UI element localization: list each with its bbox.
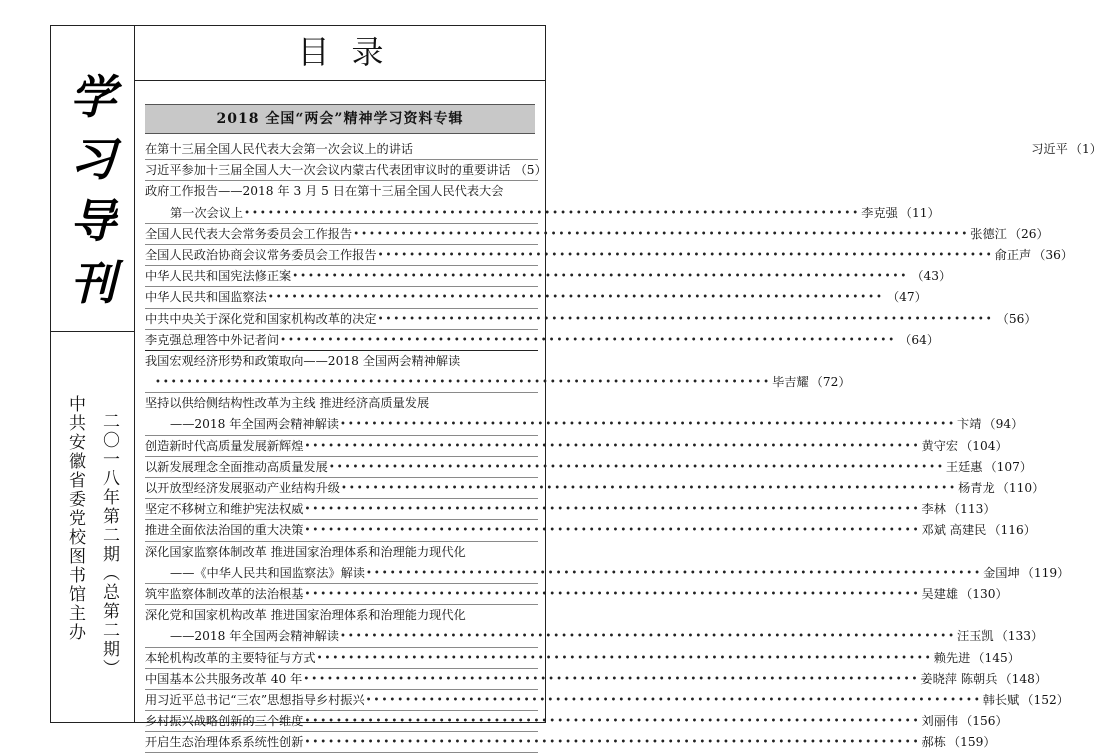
masthead-divider: [50, 331, 135, 332]
toc-entry[interactable]: [145, 266, 952, 287]
toc-entry[interactable]: [145, 160, 547, 181]
toc-entry-title: 中国基本公共服务改革 40 年: [145, 671, 303, 686]
toc-entry[interactable]: [145, 287, 927, 308]
toc-entry-author: 邓斌 高建民: [921, 523, 987, 538]
toc-entry-author: 黄守宏: [921, 438, 959, 453]
toc-entry-title: 深化党和国家机构改革 推进国家治理体系和治理能力现代化: [145, 608, 466, 623]
table-of-contents: [145, 139, 1102, 753]
toc-entry-page: （113）: [947, 502, 996, 517]
toc-entry-page: （148）: [999, 671, 1048, 686]
toc-entry-page: （11）: [899, 205, 940, 220]
toc-entry[interactable]: [145, 520, 1036, 541]
toc-entry-page: （5）: [514, 163, 547, 178]
toc-entry-page: （26）: [1008, 226, 1049, 241]
dot-leader: [145, 372, 772, 392]
toc-entry-title: 在第十三届全国人民代表大会第一次会议上的讲话: [145, 142, 414, 156]
toc-entry-title: 中共中央关于深化党和国家机构改革的决定: [145, 311, 377, 326]
masthead-char: 导: [70, 194, 116, 248]
toc-entry[interactable]: [145, 457, 1033, 478]
toc-entry[interactable]: [145, 181, 538, 202]
dot-leader: [365, 690, 983, 710]
toc-entry-author: 俞正声: [994, 247, 1032, 262]
masthead-char: 刊: [70, 256, 116, 310]
toc-entry-title: 中华人民共和国宪法修正案: [145, 269, 292, 284]
toc-entry-author: 王廷惠: [945, 459, 983, 474]
dot-leader: [303, 732, 921, 752]
toc-entry-page: （156）: [960, 714, 1008, 729]
toc-entry[interactable]: [145, 478, 1045, 499]
toc-entry-page: （145）: [972, 650, 1020, 665]
toc-entry-page: （64）: [899, 332, 940, 347]
toc-entry[interactable]: [145, 669, 1048, 690]
toc-entry-title: 推进全面依法治国的重大决策: [145, 523, 304, 538]
toc-entry[interactable]: [145, 203, 940, 224]
toc-entry[interactable]: [145, 436, 1008, 457]
dot-leader: [279, 330, 897, 350]
toc-entry-page: （36）: [1033, 247, 1074, 262]
dot-leader: [291, 266, 909, 286]
toc-entry-title: 我国宏观经济形势和政策取向——2018 全国两会精神解读: [145, 353, 461, 368]
toc-entry-title: 创造新时代高质量发展新辉煌: [145, 438, 304, 453]
toc-entry[interactable]: [145, 542, 538, 563]
toc-entry-title: 习近平参加十三届全国人大一次会议内蒙古代表团审议时的重要讲话: [145, 163, 511, 178]
toc-entry-author: 姜晓萍 陈朝兵: [920, 671, 998, 686]
toc-entry-page: （56）: [996, 311, 1037, 326]
toc-entry-title: 第一次会议上: [170, 205, 244, 220]
toc-entry[interactable]: [145, 309, 1037, 330]
toc-entry-page: （116）: [988, 523, 1036, 538]
dot-leader: [377, 245, 995, 265]
toc-entry[interactable]: [145, 605, 538, 626]
toc-entry-title: 以新发展理念全面推动高质量发展: [145, 459, 328, 474]
toc-entry-page: （1）: [1069, 142, 1102, 156]
toc-entry[interactable]: [145, 711, 1008, 732]
toc-entry-title: 用习近平总书记“三农”思想指导乡村振兴: [145, 692, 365, 707]
toc-entry-title: 筑牢监察体制改革的法治根基: [145, 586, 304, 601]
toc-entry[interactable]: [145, 372, 851, 393]
dot-leader: [365, 563, 983, 583]
toc-entry-title: 坚定不移树立和维护宪法权威: [145, 502, 304, 517]
dot-leader: [377, 309, 995, 329]
toc-entry-page: （110）: [996, 481, 1045, 495]
toc-entry[interactable]: [145, 245, 1074, 266]
section-banner: 2018 全国“两会”精神学习资料专辑: [145, 104, 535, 134]
toc-entry[interactable]: [145, 351, 538, 372]
toc-entry-page: （130）: [960, 586, 1008, 601]
toc-entry[interactable]: [145, 139, 1102, 160]
title-divider: [135, 80, 546, 81]
toc-entry[interactable]: [145, 499, 996, 520]
dot-leader: [316, 648, 934, 668]
toc-entry-title: 全国人民政治协商会议常务委员会工作报告: [145, 247, 377, 262]
toc-entry-page: （133）: [995, 629, 1044, 644]
toc-entry-title: ——《中华人民共和国监察法》解读: [170, 565, 365, 580]
toc-entry-title: ——2018 年全国两会精神解读: [170, 629, 339, 644]
toc-entry-title: 深化国家监察体制改革 推进国家治理体系和治理能力现代化: [145, 544, 466, 559]
toc-entry-page: （159）: [947, 735, 996, 750]
toc-entry-title: 中华人民共和国监察法: [145, 290, 267, 305]
toc-entry-page: （47）: [886, 290, 927, 305]
toc-entry[interactable]: [145, 732, 996, 753]
masthead: [58, 66, 128, 314]
toc-entry[interactable]: [145, 414, 1024, 435]
column-divider: [134, 25, 135, 723]
toc-entry-title: 乡村振兴战略创新的三个维度: [145, 714, 304, 729]
issue-info: 二〇一八年第二期（总第二期）: [99, 412, 119, 678]
toc-entry-author: 卞靖: [957, 417, 982, 432]
dot-leader: [267, 287, 885, 307]
page-title: 目录: [297, 33, 406, 71]
dot-leader: [352, 224, 970, 244]
toc-entry-title: ——2018 年全国两会精神解读: [170, 417, 339, 432]
toc-entry-author: 习近平: [1031, 142, 1068, 156]
toc-entry-author: 刘丽伟: [921, 714, 959, 729]
toc-entry[interactable]: [145, 690, 1069, 711]
toc-entry-title: 本轮机构改革的主要特征与方式: [145, 650, 316, 665]
dot-leader: [303, 711, 921, 731]
toc-entry-title: 全国人民代表大会常务委员会工作报告: [145, 226, 353, 241]
dot-leader: [328, 457, 946, 477]
toc-entry-title: 以开放型经济发展驱动产业结构升级: [145, 481, 340, 495]
dot-leader: [302, 669, 920, 689]
toc-entry-author: 赖先进: [933, 650, 971, 665]
toc-entry-page: （72）: [810, 375, 851, 390]
toc-entry-author: 杨青龙: [958, 481, 995, 495]
dot-leader: [303, 520, 921, 540]
dot-leader: [340, 478, 958, 498]
toc-entry-author: 汪玉凯: [957, 629, 994, 644]
dot-leader: [303, 499, 921, 519]
toc-entry-author: 金国坤: [983, 565, 1020, 580]
dot-leader: [303, 584, 921, 604]
toc-entry-title: 李克强总理答中外记者问: [145, 332, 280, 347]
toc-entry-author: 李林: [921, 502, 946, 517]
toc-entry-author: 吴建雄: [921, 586, 959, 601]
toc-entry[interactable]: [145, 563, 1070, 584]
dot-leader: [511, 160, 513, 180]
toc-entry[interactable]: [145, 648, 1020, 669]
toc-entry-page: （152）: [1021, 692, 1069, 707]
masthead-char: 习: [70, 132, 116, 186]
toc-entry[interactable]: [145, 626, 1044, 647]
toc-entry-title: 政府工作报告——2018 年 3 月 5 日在第十三届全国人民代表大会: [145, 184, 504, 199]
toc-entry-author: 张德江: [970, 226, 1007, 241]
dot-leader: [303, 436, 921, 456]
toc-entry-title: 坚持以供给侧结构性改革为主线 推进经济高质量发展: [145, 396, 430, 411]
toc-entry-title: 开启生态治理体系系统性创新: [145, 735, 304, 750]
toc-entry-page: （119）: [1021, 565, 1070, 580]
toc-entry-author: 李克强: [861, 205, 898, 220]
toc-entry-page: （104）: [960, 438, 1008, 453]
toc-entry-page: （107）: [984, 459, 1033, 474]
toc-entry[interactable]: [145, 584, 1008, 605]
toc-entry-author: 郝栋: [921, 735, 946, 750]
publisher: 中共安徽省委党校图书馆主办: [65, 395, 85, 642]
masthead-char: 学: [70, 70, 116, 124]
toc-entry-page: （94）: [983, 417, 1024, 432]
dot-leader: [339, 414, 957, 434]
toc-entry-page: （43）: [911, 269, 952, 284]
toc-entry[interactable]: [145, 330, 940, 351]
dot-leader: [339, 626, 957, 646]
toc-entry-author: 毕吉耀: [772, 375, 809, 390]
dot-leader: [243, 203, 861, 223]
toc-entry[interactable]: [145, 224, 1049, 245]
toc-entry[interactable]: [145, 393, 538, 414]
toc-entry-author: 韩长赋: [982, 692, 1020, 707]
